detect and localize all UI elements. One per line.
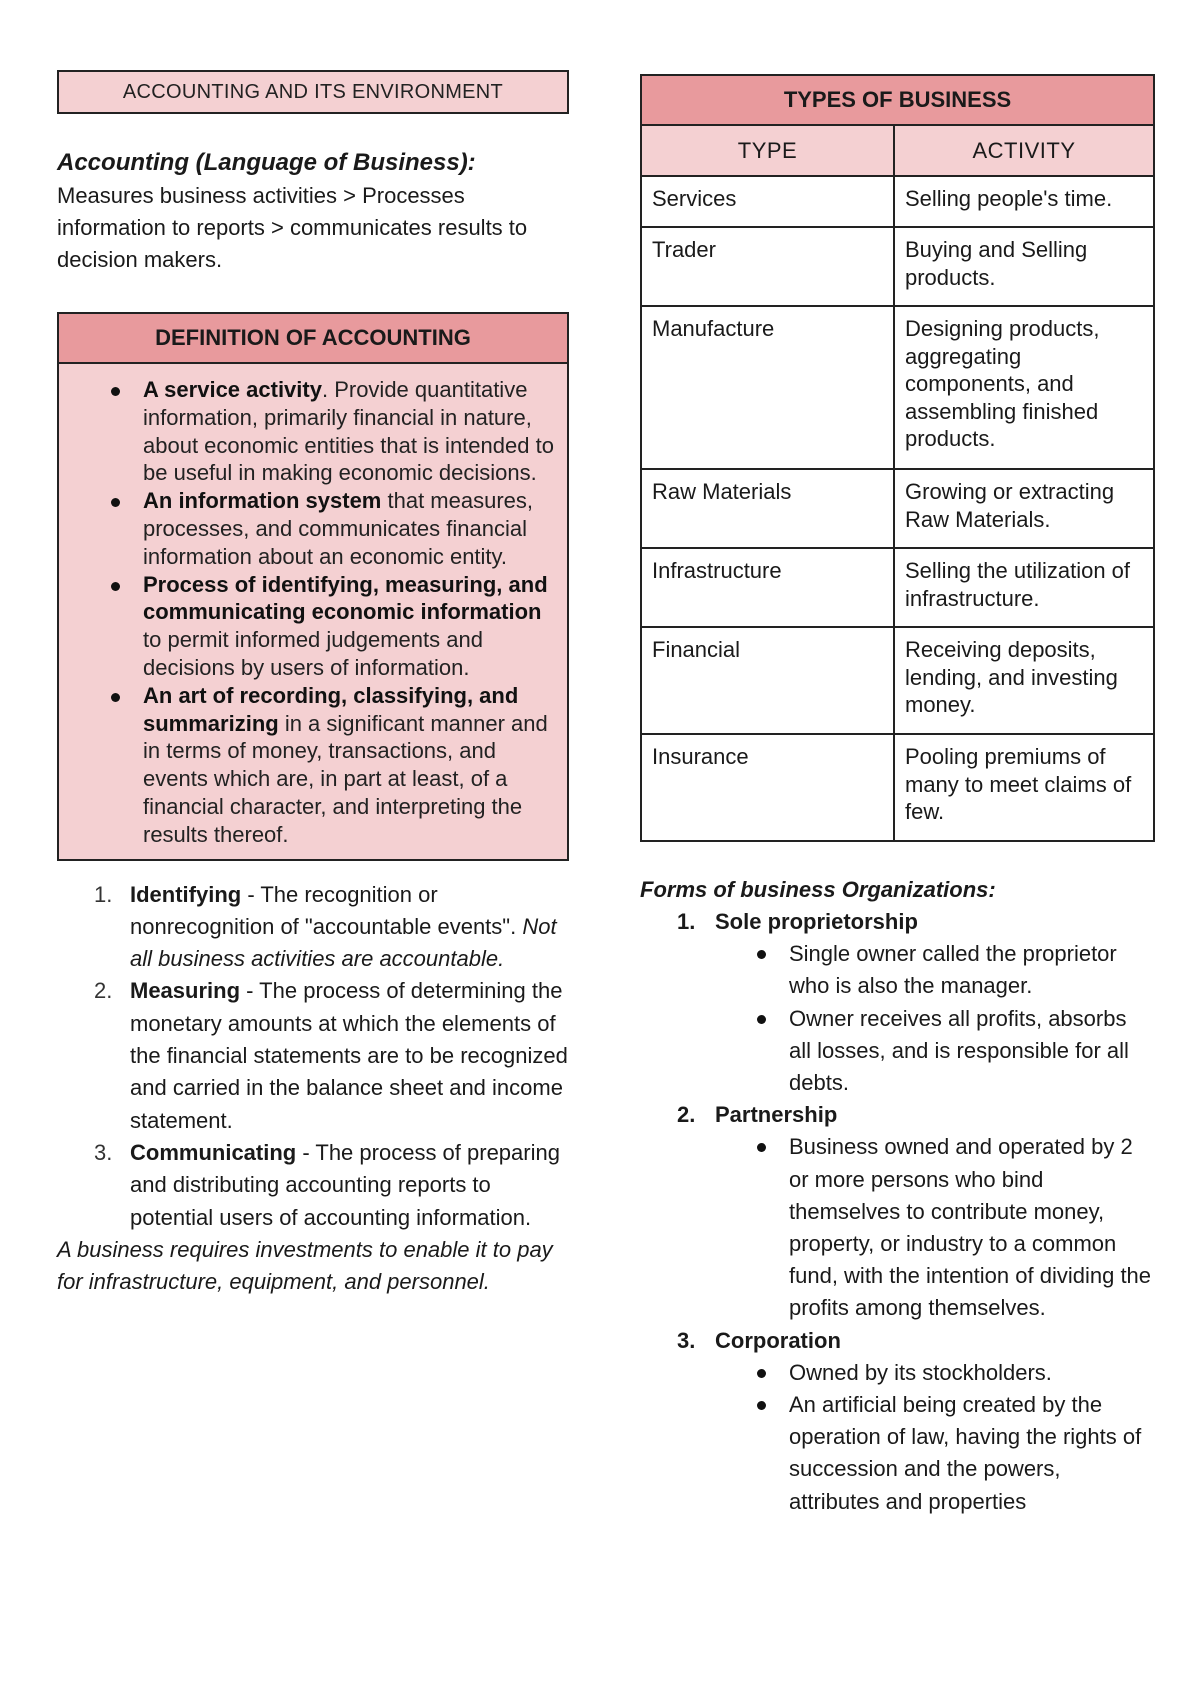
accounting-steps-list bbox=[57, 879, 569, 1234]
form-bullets bbox=[715, 1131, 1153, 1324]
definition-term: Process of identifying, measuring, and communicating economic information bbox=[143, 571, 548, 625]
type-cell: Manufacture bbox=[641, 306, 894, 469]
definition-header: DEFINITION OF ACCOUNTING bbox=[59, 314, 567, 364]
activity-cell: Selling the utilization of infrastructure. bbox=[894, 548, 1154, 627]
form-name: Corporation bbox=[715, 1327, 841, 1353]
definition-text: . Provide quantitative information, primarily financial in nature, about economic entities that is intended to be useful in making economic decisions. bbox=[143, 377, 554, 486]
column-header-activity: ACTIVITY bbox=[894, 125, 1154, 176]
step-text: - The process of determining the monetary amounts at which the elements of the financial statements are to be recognized and carried in the balance sheet and income statement. bbox=[130, 978, 568, 1133]
accounting-heading: Accounting (Language of Business): bbox=[57, 149, 476, 176]
form-bullet: Owner receives all profits, absorbs all losses, and is responsible for all debts. bbox=[789, 1003, 1153, 1100]
type-cell: Raw Materials bbox=[641, 469, 894, 548]
form-item bbox=[715, 906, 1153, 1099]
step-text: - The process of preparing and distributing accounting reports to potential users of accounting information. bbox=[130, 1139, 560, 1230]
activity-cell: Growing or extracting Raw Materials. bbox=[894, 469, 1154, 548]
forms-list bbox=[640, 906, 1153, 1518]
form-item bbox=[715, 1099, 1153, 1324]
form-name: Sole proprietorship bbox=[715, 909, 918, 934]
activity-cell: Designing products, aggregating components, and assembling finished products. bbox=[894, 306, 1154, 469]
step-item bbox=[130, 975, 569, 1136]
accounting-description: Measures business activities > Processes information to reports > communicates results to decision makers. bbox=[57, 183, 528, 272]
activity-cell: Pooling premiums of many to meet claims of few. bbox=[894, 734, 1154, 841]
forms-heading: Forms of business Organizations: bbox=[640, 877, 996, 902]
definition-item bbox=[143, 682, 559, 849]
type-cell: Financial bbox=[641, 627, 894, 734]
form-name: Partnership bbox=[715, 1102, 838, 1128]
definition-box bbox=[57, 312, 569, 861]
definition-list bbox=[59, 364, 567, 859]
definition-item bbox=[143, 571, 559, 682]
activity-cell: Buying and Selling products. bbox=[894, 227, 1154, 306]
types-of-business-table bbox=[640, 74, 1155, 842]
form-bullets bbox=[715, 938, 1153, 1099]
step-text: - The recognition or nonrecognition of "accountable events". bbox=[130, 881, 517, 939]
definition-term: A service activity bbox=[143, 377, 322, 402]
definition-term: An art of recording, classifying, and summarizing bbox=[143, 682, 519, 736]
definition-item bbox=[143, 376, 559, 487]
type-cell: Infrastructure bbox=[641, 548, 894, 627]
form-bullet: Owned by its stockholders. bbox=[789, 1357, 1153, 1389]
step-item bbox=[130, 1137, 569, 1234]
activity-cell: Receiving deposits, lending, and investing money. bbox=[894, 627, 1154, 734]
type-cell: Trader bbox=[641, 227, 894, 306]
step-note: Not all business activities are accountable. bbox=[130, 913, 557, 972]
form-bullets bbox=[715, 1357, 1153, 1518]
table-title: TYPES OF BUSINESS bbox=[641, 75, 1154, 125]
right-column bbox=[640, 74, 1153, 1518]
form-bullet: Single owner called the proprietor who is also the manager. bbox=[789, 938, 1153, 1002]
left-column bbox=[57, 70, 569, 1298]
type-cell: Services bbox=[641, 176, 894, 227]
definition-text: in a significant manner and in terms of money, transactions, and events which are, in part at least, of a financial character, and interpreting the results thereof. bbox=[143, 710, 548, 847]
column-header-type: TYPE bbox=[641, 125, 894, 176]
type-cell: Insurance bbox=[641, 734, 894, 841]
step-term: Communicating bbox=[130, 1139, 297, 1165]
step-term: Identifying bbox=[130, 881, 242, 907]
definition-text: that measures, processes, and communicates financial information about an economic entity. bbox=[143, 488, 534, 569]
section-title-box: ACCOUNTING AND ITS ENVIRONMENT bbox=[57, 70, 569, 114]
form-item bbox=[715, 1325, 1153, 1518]
definition-text: to permit informed judgements and decisions by users of information. bbox=[143, 627, 483, 680]
activity-cell: Selling people's time. bbox=[894, 176, 1154, 227]
step-term: Measuring bbox=[130, 978, 241, 1004]
form-bullet: An artificial being created by the operation of law, having the rights of succession and the powers, attributes and properties bbox=[789, 1389, 1153, 1518]
form-bullet: Business owned and operated by 2 or more persons who bind themselves to contribute money, property, or industry to a common fund, with the intention of dividing the profits among themselves. bbox=[789, 1131, 1153, 1324]
definition-term: An information system bbox=[143, 488, 382, 514]
step-item bbox=[130, 879, 569, 976]
closing-note: A business requires investments to enable it to pay for infrastructure, equipment, and personnel. bbox=[57, 1236, 553, 1295]
definition-item bbox=[143, 487, 559, 570]
